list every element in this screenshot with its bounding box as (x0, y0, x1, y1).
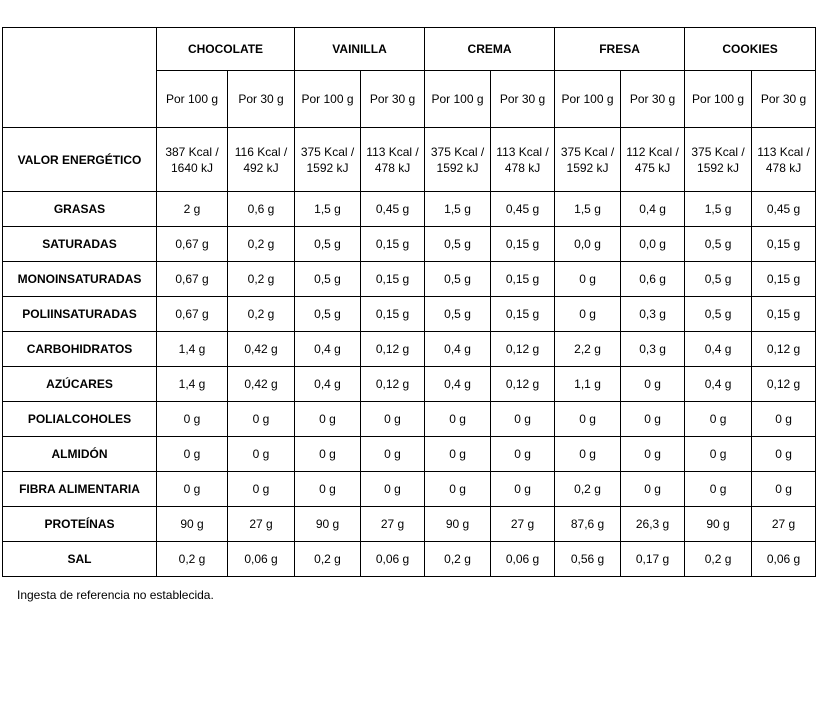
table-row-monoinsaturadas (3, 262, 816, 297)
value-cell: 0 g (555, 297, 621, 332)
value-cell: 27 g (361, 507, 425, 542)
value-cell: 0,67 g (157, 297, 228, 332)
value-cell: 0,4 g (425, 332, 491, 367)
value-cell: 0 g (157, 472, 228, 507)
unit-per-30g: Por 30 g (752, 71, 816, 128)
value-cell: 0,15 g (361, 297, 425, 332)
row-label: PROTEÍNAS (3, 507, 157, 542)
value-cell: 0,5 g (425, 297, 491, 332)
value-cell: 0,12 g (752, 332, 816, 367)
value-cell: 87,6 g (555, 507, 621, 542)
value-cell: 0,4 g (295, 332, 361, 367)
flavor-header-vainilla: VAINILLA (295, 28, 425, 71)
value-cell: 0,45 g (752, 192, 816, 227)
value-cell: 0 g (361, 402, 425, 437)
value-cell: 27 g (228, 507, 295, 542)
value-cell: 0 g (491, 402, 555, 437)
table-row-almidon (3, 437, 816, 472)
value-cell: 0,45 g (491, 192, 555, 227)
value-cell: 2,2 g (555, 332, 621, 367)
table-row-fibra-alimentaria (3, 472, 816, 507)
value-cell: 0 g (555, 437, 621, 472)
table-row-carbohidratos (3, 332, 816, 367)
value-cell: 0,4 g (621, 192, 685, 227)
value-cell: 27 g (491, 507, 555, 542)
value-cell: 113 Kcal / 478 kJ (752, 128, 816, 192)
value-cell: 0,15 g (361, 262, 425, 297)
value-cell: 387 Kcal / 1640 kJ (157, 128, 228, 192)
value-cell: 0,2 g (295, 542, 361, 577)
value-cell: 0 g (752, 437, 816, 472)
value-cell: 0,15 g (491, 262, 555, 297)
value-cell: 375 Kcal / 1592 kJ (685, 128, 752, 192)
value-cell: 113 Kcal / 478 kJ (491, 128, 555, 192)
value-cell: 2 g (157, 192, 228, 227)
table-row-azucares (3, 367, 816, 402)
value-cell: 1,5 g (685, 192, 752, 227)
value-cell: 0,6 g (621, 262, 685, 297)
header-corner-cell (3, 28, 157, 128)
value-cell: 0,15 g (752, 262, 816, 297)
value-cell: 0,2 g (157, 542, 228, 577)
value-cell: 1,4 g (157, 332, 228, 367)
row-label: GRASAS (3, 192, 157, 227)
value-cell: 0,12 g (752, 367, 816, 402)
value-cell: 0,67 g (157, 227, 228, 262)
value-cell: 90 g (425, 507, 491, 542)
unit-per-30g: Por 30 g (621, 71, 685, 128)
value-cell: 0,4 g (295, 367, 361, 402)
value-cell: 0,3 g (621, 332, 685, 367)
row-label: POLIINSATURADAS (3, 297, 157, 332)
unit-per-100g: Por 100 g (157, 71, 228, 128)
value-cell: 0 g (295, 472, 361, 507)
table-row-proteinas (3, 507, 816, 542)
value-cell: 0 g (685, 472, 752, 507)
value-cell: 0 g (295, 402, 361, 437)
value-cell: 0,2 g (555, 472, 621, 507)
row-label: SAL (3, 542, 157, 577)
value-cell: 0 g (491, 437, 555, 472)
value-cell: 0 g (685, 437, 752, 472)
value-cell: 1,1 g (555, 367, 621, 402)
value-cell: 0,12 g (491, 332, 555, 367)
value-cell: 0,15 g (752, 297, 816, 332)
flavor-header-crema: CREMA (425, 28, 555, 71)
value-cell: 0 g (228, 472, 295, 507)
nutrition-table (2, 27, 816, 577)
value-cell: 116 Kcal / 492 kJ (228, 128, 295, 192)
row-label: FIBRA ALIMENTARIA (3, 472, 157, 507)
value-cell: 0,0 g (555, 227, 621, 262)
value-cell: 0 g (621, 402, 685, 437)
value-cell: 375 Kcal / 1592 kJ (295, 128, 361, 192)
value-cell: 1,5 g (555, 192, 621, 227)
value-cell: 0 g (157, 437, 228, 472)
value-cell: 375 Kcal / 1592 kJ (555, 128, 621, 192)
value-cell: 0,17 g (621, 542, 685, 577)
value-cell: 1,5 g (425, 192, 491, 227)
value-cell: 0,4 g (685, 332, 752, 367)
value-cell: 26,3 g (621, 507, 685, 542)
row-label: POLIALCOHOLES (3, 402, 157, 437)
value-cell: 0 g (752, 402, 816, 437)
value-cell: 0,3 g (621, 297, 685, 332)
row-label: SATURADAS (3, 227, 157, 262)
footnote: Ingesta de referencia no establecida. (17, 588, 214, 602)
value-cell: 0,2 g (228, 297, 295, 332)
value-cell: 0,06 g (491, 542, 555, 577)
value-cell: 0,2 g (425, 542, 491, 577)
value-cell: 113 Kcal / 478 kJ (361, 128, 425, 192)
table-row-poliinsaturadas (3, 297, 816, 332)
value-cell: 0,12 g (361, 332, 425, 367)
value-cell: 0 g (752, 472, 816, 507)
value-cell: 0,2 g (228, 262, 295, 297)
value-cell: 112 Kcal / 475 kJ (621, 128, 685, 192)
value-cell: 0,12 g (491, 367, 555, 402)
value-cell: 0,06 g (228, 542, 295, 577)
value-cell: 0 g (361, 437, 425, 472)
value-cell: 0,56 g (555, 542, 621, 577)
value-cell: 0,15 g (361, 227, 425, 262)
value-cell: 0 g (361, 472, 425, 507)
value-cell: 0,0 g (621, 227, 685, 262)
value-cell: 90 g (157, 507, 228, 542)
unit-per-100g: Por 100 g (425, 71, 491, 128)
value-cell: 0 g (425, 437, 491, 472)
value-cell: 90 g (685, 507, 752, 542)
row-label: ALMIDÓN (3, 437, 157, 472)
value-cell: 0,12 g (361, 367, 425, 402)
value-cell: 0,5 g (685, 297, 752, 332)
table-row-sal (3, 542, 816, 577)
flavor-header-fresa: FRESA (555, 28, 685, 71)
value-cell: 0 g (425, 402, 491, 437)
value-cell: 0 g (555, 402, 621, 437)
unit-per-30g: Por 30 g (491, 71, 555, 128)
unit-per-100g: Por 100 g (555, 71, 621, 128)
value-cell: 0 g (621, 367, 685, 402)
value-cell: 0,5 g (425, 227, 491, 262)
value-cell: 0,5 g (295, 227, 361, 262)
value-cell: 0,4 g (685, 367, 752, 402)
table-row-grasas (3, 192, 816, 227)
value-cell: 0,5 g (685, 227, 752, 262)
row-label: CARBOHIDRATOS (3, 332, 157, 367)
value-cell: 1,5 g (295, 192, 361, 227)
value-cell: 0,42 g (228, 367, 295, 402)
value-cell: 0,42 g (228, 332, 295, 367)
value-cell: 0,4 g (425, 367, 491, 402)
value-cell: 0 g (157, 402, 228, 437)
value-cell: 0 g (685, 402, 752, 437)
value-cell: 0,15 g (491, 227, 555, 262)
flavor-header-cookies: COOKIES (685, 28, 816, 71)
value-cell: 0 g (228, 437, 295, 472)
value-cell: 0 g (555, 262, 621, 297)
row-label: AZÚCARES (3, 367, 157, 402)
row-label: MONOINSATURADAS (3, 262, 157, 297)
value-cell: 1,4 g (157, 367, 228, 402)
value-cell: 0,6 g (228, 192, 295, 227)
value-cell: 0,5 g (295, 297, 361, 332)
row-label: VALOR ENERGÉTICO (3, 128, 157, 192)
table-row-saturadas (3, 227, 816, 262)
flavor-header-chocolate: CHOCOLATE (157, 28, 295, 71)
value-cell: 0,2 g (228, 227, 295, 262)
value-cell: 0 g (425, 472, 491, 507)
value-cell: 0,67 g (157, 262, 228, 297)
value-cell: 0,06 g (752, 542, 816, 577)
value-cell: 0 g (295, 437, 361, 472)
value-cell: 0 g (228, 402, 295, 437)
value-cell: 0,5 g (425, 262, 491, 297)
unit-per-100g: Por 100 g (685, 71, 752, 128)
value-cell: 0,15 g (491, 297, 555, 332)
value-cell: 375 Kcal / 1592 kJ (425, 128, 491, 192)
value-cell: 0,5 g (295, 262, 361, 297)
value-cell: 0,5 g (685, 262, 752, 297)
value-cell: 0,2 g (685, 542, 752, 577)
value-cell: 0,15 g (752, 227, 816, 262)
unit-per-100g: Por 100 g (295, 71, 361, 128)
table-row-valor-energetico (3, 128, 816, 192)
value-cell: 27 g (752, 507, 816, 542)
unit-per-30g: Por 30 g (228, 71, 295, 128)
value-cell: 90 g (295, 507, 361, 542)
value-cell: 0 g (491, 472, 555, 507)
table-row-polialcoholes (3, 402, 816, 437)
value-cell: 0,06 g (361, 542, 425, 577)
value-cell: 0 g (621, 472, 685, 507)
value-cell: 0,45 g (361, 192, 425, 227)
value-cell: 0 g (621, 437, 685, 472)
unit-per-30g: Por 30 g (361, 71, 425, 128)
